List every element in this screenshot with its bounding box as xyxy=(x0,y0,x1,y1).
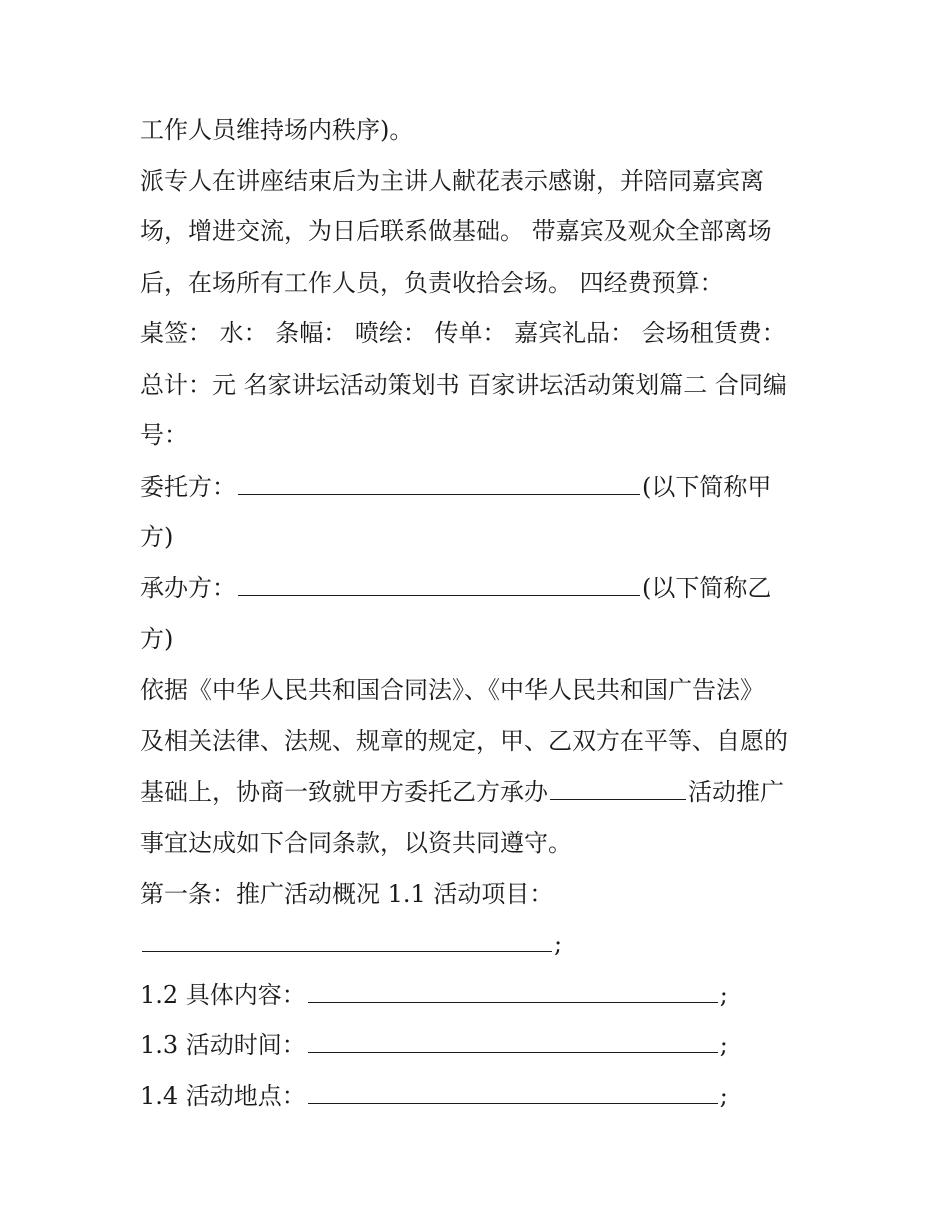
client-party-label: 委托方： xyxy=(140,473,236,501)
paragraph-line: 总计：元 名家讲坛活动策划书 百家讲坛活动策划篇二 合同编 xyxy=(140,371,787,399)
activity-time-suffix: ; xyxy=(719,1031,728,1059)
specific-content-blank xyxy=(308,980,718,1003)
contractor-party-suffix: (以下简称乙 xyxy=(642,574,772,602)
activity-location-suffix: ; xyxy=(719,1082,728,1110)
paragraph-line: 后，在场所有工作人员，负责收拾会场。 四经费预算： xyxy=(140,269,724,297)
activity-project-blank xyxy=(142,929,552,952)
event-name-blank xyxy=(550,777,686,800)
contractor-party-blank xyxy=(238,573,640,596)
activity-time-blank xyxy=(308,1030,718,1053)
article-heading-line: 第一条：推广活动概况 1.1 活动项目： xyxy=(140,880,554,908)
paragraph-line: 方) xyxy=(140,523,174,551)
client-party-suffix: (以下简称甲 xyxy=(642,473,772,501)
activity-time-label: 1.3 活动时间： xyxy=(140,1031,306,1059)
paragraph-line: 依据《中华人民共和国合同法》、《中华人民共和国广告法》 xyxy=(140,676,764,704)
paragraph-line: 工作人员维持场内秩序)。 xyxy=(140,116,414,144)
event-name-prefix: 基础上，协商一致就甲方委托乙方承办 xyxy=(140,778,548,806)
event-name-line xyxy=(140,777,784,807)
paragraph-line: 场，增进交流，为日后联系做基础。 带嘉宾及观众全部离场 xyxy=(140,217,772,245)
client-party-line xyxy=(140,472,771,502)
activity-project-suffix: ; xyxy=(554,930,563,958)
client-party-blank xyxy=(238,472,640,495)
budget-items-line: 桌签： 水： 条幅： 喷绘： 传单： 嘉宾礼品： 会场租赁费： xyxy=(140,319,786,347)
contractor-party-label: 承办方： xyxy=(140,574,236,602)
activity-location-label: 1.4 活动地点： xyxy=(140,1082,306,1110)
paragraph-line: 号： xyxy=(140,421,188,449)
activity-location-line xyxy=(140,1081,728,1111)
activity-location-blank xyxy=(308,1081,718,1104)
event-name-suffix: 活动推广 xyxy=(688,778,784,806)
paragraph-line: 方) xyxy=(140,625,174,653)
paragraph-line: 事宜达成如下合同条款，以资共同遵守。 xyxy=(140,829,572,857)
specific-content-label: 1.2 具体内容： xyxy=(140,981,306,1009)
specific-content-suffix: ; xyxy=(719,981,728,1009)
paragraph-line: 及相关法律、法规、规章的规定，甲、乙双方在平等、自愿的 xyxy=(140,727,788,755)
activity-project-line xyxy=(140,929,562,959)
specific-content-line xyxy=(140,980,728,1010)
paragraph-line: 派专人在讲座结束后为主讲人献花表示感谢，并陪同嘉宾离 xyxy=(140,167,764,195)
contractor-party-line xyxy=(140,573,771,603)
activity-time-line xyxy=(140,1030,728,1060)
